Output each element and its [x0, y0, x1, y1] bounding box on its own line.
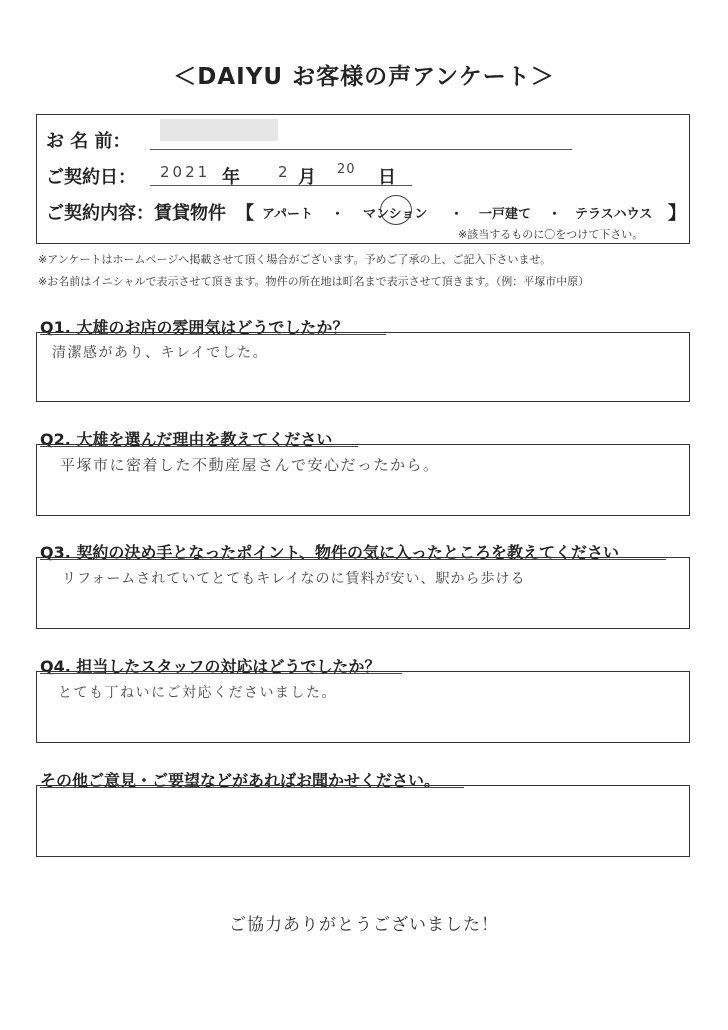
notice-publication: ※アンケートはホームページへ掲載させて頂く場合がございます。予めご了承の上、ご記入下さいませ。	[38, 253, 552, 266]
option-separator: ・	[331, 207, 345, 222]
option-detached-house: 一戸建て	[479, 207, 532, 222]
date-day-value: 20	[337, 162, 356, 177]
bracket-close: 】	[668, 203, 686, 224]
bracket-open: 【	[236, 203, 254, 224]
question-4-answer: とても丁ねいにご対応くださいました。	[58, 685, 337, 701]
question-4-label: Q4. 担当したスタッフの対応はどうでしたか？	[40, 657, 381, 676]
year-unit: 年	[222, 167, 240, 188]
thank-you-message: ご協力ありがとうございました！	[229, 915, 499, 935]
month-unit: 月	[298, 167, 316, 188]
other-comments-answer-box	[36, 785, 690, 857]
question-2-label: Q2. 大雄を選んだ理由を教えてください	[40, 430, 333, 449]
question-3-label: Q3. 契約の決め手となったポイント、物件の気に入ったところを教えてください	[40, 543, 619, 562]
option-terrace-house: テラスハウス	[575, 207, 653, 222]
name-label: お 名 前：	[46, 131, 131, 152]
question-1-label: Q1. 大雄のお店の雰囲気はどうでしたか？	[40, 318, 349, 337]
question-1-answer: 清潔感があり、キレイでした。	[52, 345, 269, 361]
other-comments-label: その他ご意見・ご要望などがあればお聞かせください。	[40, 771, 441, 790]
selected-option-circle	[380, 195, 412, 225]
date-underline	[150, 185, 412, 186]
question-3-answer: リフォームされていてとてもキレイなのに賃料が安い、駅から歩ける	[62, 571, 526, 587]
circle-instruction-note: ※該当するものに〇をつけて下さい。	[458, 228, 644, 241]
notice-initials: ※お名前はイニシャルで表示させて頂きます。物件の所在地は町名まで表示させて頂きます。（例：平塚市中原）	[38, 275, 590, 288]
contract-label: ご契約内容：賃貸物件	[46, 203, 226, 224]
date-year-value: 2021	[160, 163, 211, 181]
option-mansion: マンション	[363, 207, 428, 222]
name-redacted	[160, 119, 278, 141]
option-apartment: アパート	[262, 207, 313, 222]
name-underline	[150, 149, 572, 150]
survey-title: ＜DAIYU お客様の声アンケート＞	[173, 64, 555, 90]
option-separator: ・	[548, 207, 562, 222]
date-label: ご契約日：	[46, 167, 136, 188]
option-separator: ・	[450, 207, 464, 222]
question-2-answer: 平塚市に密着した不動産屋さんで安心だったから。	[60, 456, 440, 474]
day-unit: 日	[378, 167, 396, 188]
date-month-value: 2	[278, 163, 288, 181]
